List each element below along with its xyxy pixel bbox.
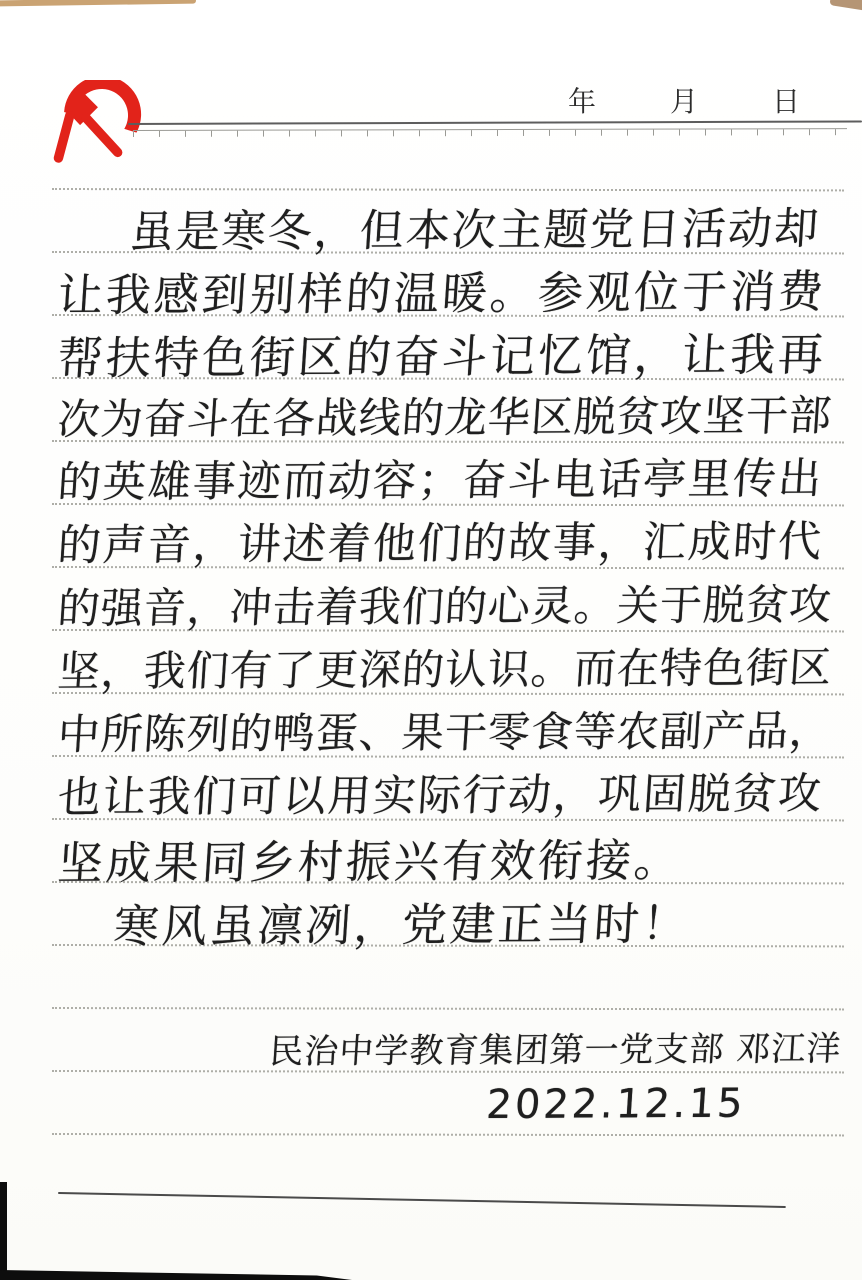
handwritten-line-3: 帮扶特色街区的奋斗记忆馆，让我再 (56, 327, 828, 386)
header-tick-ruler (133, 128, 847, 137)
date-line: 2022.12.15 (485, 1080, 748, 1128)
handwritten-line-11: 坚成果同乡村振兴有效衔接。 (56, 833, 684, 890)
page-edge-shadow-left (0, 1182, 7, 1280)
cpc-emblem-icon (50, 80, 144, 174)
day-label: 日 (771, 87, 802, 118)
page-edge-shadow-bottom (0, 1270, 352, 1280)
handwritten-line-7: 的强音，冲击着我们的心灵。关于脱贫攻 (56, 579, 834, 634)
ruled-line (52, 1133, 844, 1136)
handwritten-line-2: 让我感到别样的温暖。参观位于消费 (56, 264, 828, 323)
page-edge-shadow-top (0, 0, 196, 6)
ruled-line (52, 1007, 844, 1010)
handwritten-line-8: 坚，我们有了更深的认识。而在特色街区 (56, 642, 834, 697)
signature-line: 民治中学教育集团第一党支部 邓江洋 (268, 1029, 843, 1072)
footer-rule (58, 1192, 786, 1208)
year-label: 年 (568, 87, 599, 118)
handwritten-line-10: 也让我们可以用实际行动，巩固脱贫攻 (56, 768, 825, 823)
handwritten-line-1: 虽是寒冬，但本次主题党日活动却 (128, 203, 822, 259)
handwritten-line-5: 的英雄事迹而动容；奋斗电话亭里传出 (56, 453, 825, 509)
handwritten-line-4: 次为奋斗在各战线的龙华区脱贫攻坚干部 (56, 390, 834, 445)
page-edge-shadow-topright (829, 0, 862, 11)
ruled-line (52, 188, 844, 191)
handwritten-line-6: 的声音，讲述着他们的故事，汇成时代 (56, 516, 825, 571)
date-header (568, 80, 802, 120)
month-label: 月 (669, 87, 700, 118)
header-rule (128, 120, 862, 125)
handwritten-line-12: 寒风虽凛冽，党建正当时！ (112, 896, 692, 953)
handwritten-line-9: 中所陈列的鸭蛋、果干零食等农副产品， (56, 705, 834, 760)
